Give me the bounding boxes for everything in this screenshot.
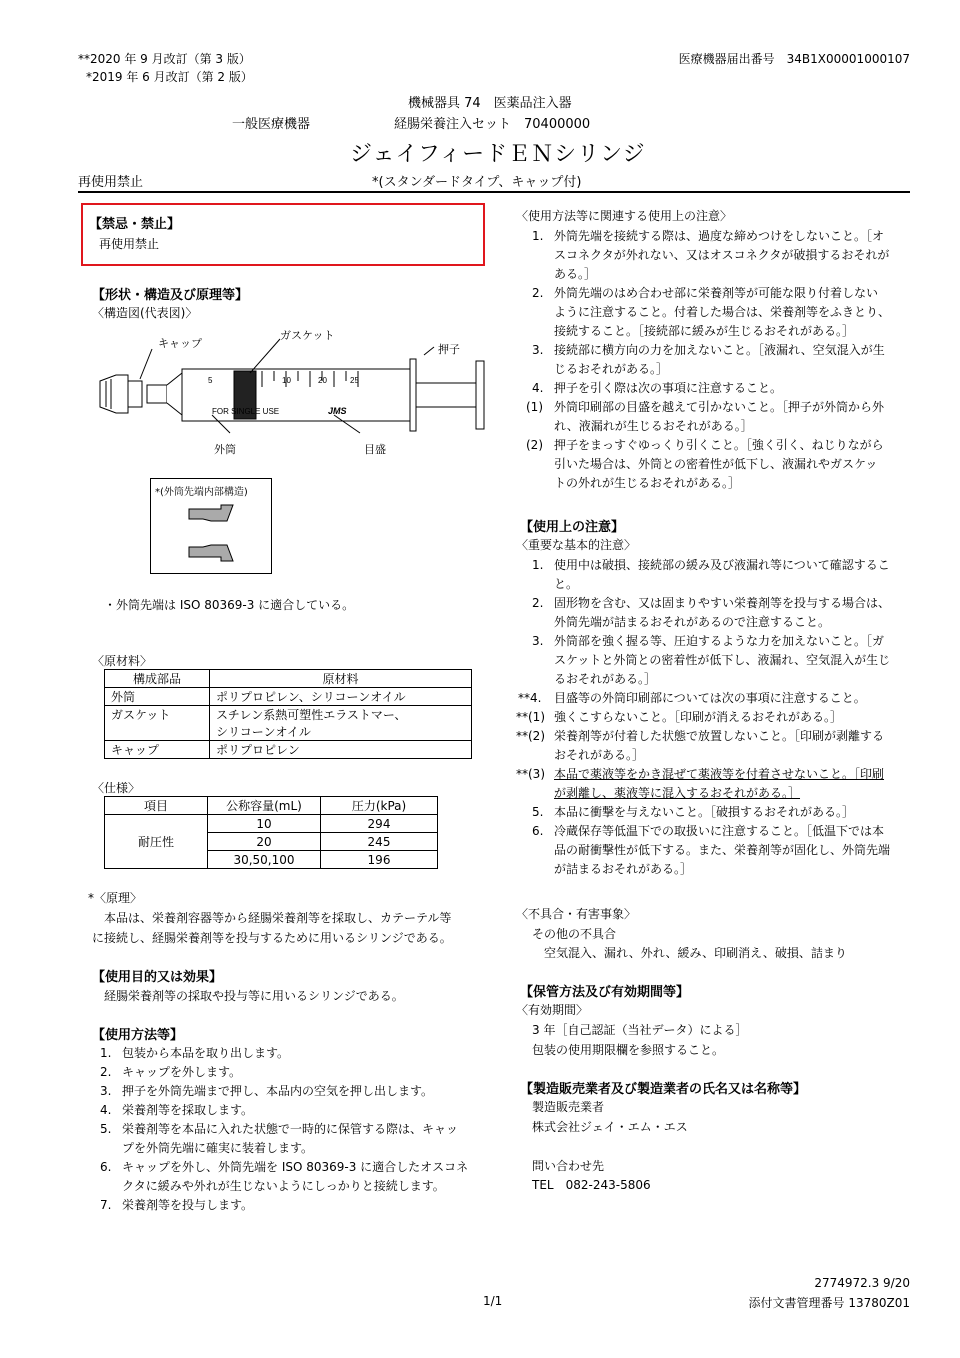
principle-title: *〈原理〉 (88, 891, 143, 905)
list-item: 4. 押子を引く際は次の事項に注意すること。 (532, 381, 783, 395)
storage-subtitle: 〈有効期間〉 (516, 1003, 589, 1017)
spec-item: 耐圧性 (105, 815, 208, 869)
graduation-label: 目盛 (364, 444, 386, 456)
reuse-prohibited: 再使用禁止 (78, 175, 144, 190)
materials-title: 〈原材料〉 (92, 654, 153, 668)
material-part: ガスケット (105, 706, 210, 741)
inner-structure-title: *(外筒先端内部構造) (155, 487, 248, 498)
spec-pressure: 294 (321, 815, 438, 833)
purpose-text: 経腸栄養剤等の採取や投与等に用いるシリンジである。 (104, 989, 404, 1003)
header-divider (78, 191, 910, 193)
syringe-diagram (92, 325, 492, 465)
list-item: **(1) 強くこすらないこと。［印刷が消えるおそれがある。］ (516, 710, 843, 724)
spec-pressure: 196 (321, 851, 438, 869)
storage-line1: 3 年［自己認証（当社データ）による］ (532, 1023, 748, 1037)
svg-text:25: 25 (350, 376, 359, 385)
list-item: **(2) 栄養剤等が付着した状態で放置しないこと。［印刷が剥離する おそれがある。］ (516, 729, 885, 762)
gasket-label: ガスケット (280, 330, 335, 342)
spec-table (104, 796, 438, 869)
manufacturer-role: 製造販売業者 (532, 1100, 605, 1114)
svg-text:20: 20 (318, 376, 327, 385)
cap-label: キャップ (158, 338, 202, 350)
material-part: キャップ (105, 741, 210, 759)
materials-header-material: 原材料 (210, 670, 472, 688)
list-item: 1. 包装から本品を取り出します。 (100, 1046, 290, 1060)
list-item: (2) 押子をまっすぐゆっくり引くこと。［強く引く、ねじりながら 引いた場合は、外筒との密着性が低下し、液漏れやガスケッ トの外れが生じるおそれがある。］ (526, 438, 884, 490)
adverse-title: 〈不具合・有害事象〉 (516, 907, 637, 921)
list-item: 5. 本品に衝撃を与えないこと。［破損するおそれがある。］ (532, 805, 855, 819)
contact-tel: TEL 082-243-5806 (532, 1178, 651, 1192)
doc-number: 添付文書管理番号 13780Z01 (748, 1296, 910, 1310)
contact-label: 問い合わせ先 (532, 1159, 605, 1173)
list-item: **4. 目盛等の外筒印刷部については次の事項に注意すること。 (518, 691, 866, 705)
purpose-title: 【使用目的又は効果】 (92, 970, 223, 985)
list-item: 2. 外筒先端のはめ合わせ部に栄養剤等が可能な限り付着しない ように注意すること。付着した場合は、栄養剤等をふきとり、 接続すること。［接続部に緩みが生じるおそれがある。］ (532, 286, 891, 338)
materials-header-part: 構成部品 (105, 670, 210, 688)
table-row (105, 815, 438, 833)
principle-line2: に接続し、経腸栄養剤等を投与するために用いるシリンジである。 (92, 931, 452, 945)
revision-3: **2020 年 9 月改訂（第 3 版） (78, 52, 251, 66)
list-item: 7. 栄養剤等を投与します。 (100, 1198, 254, 1212)
page-number: 1/1 (483, 1294, 503, 1308)
list-item: 2. 固形物を含む、又は固まりやすい栄養剤等を投与する場合は、 外筒先端が詰まるおそれがあるので注意すること。 (532, 596, 891, 629)
spec-header-volume: 公称容量(mL) (208, 797, 321, 815)
plunger-label: 押子 (438, 344, 460, 356)
list-item: 4. 栄養剤等を採取します。 (100, 1103, 254, 1117)
product-name: ジェイフィードＥＮシリンジ (350, 142, 646, 167)
footer-code: 2774972.3 9/20 (814, 1276, 910, 1290)
print-label: FOR SINGLE USE (212, 407, 280, 416)
principle-line1: 本品は、栄養剤容器等から経腸栄養剤等を採取し、カテーテル等 (104, 911, 452, 925)
materials-header-row (105, 670, 472, 688)
usage-list (100, 1044, 485, 1215)
list-item: 3. 押子を外筒先端まで押し、本品内の空気を押し出します。 (100, 1084, 434, 1098)
spec-title: 〈仕様〉 (92, 781, 141, 795)
list-item: 3. 接続部に横方向の力を加えないこと。［液漏れ、空気混入が生 じるおそれがある。］ (532, 343, 885, 376)
material-value: スチレン系熱可塑性エラストマー、 (216, 708, 407, 722)
svg-text:10: 10 (282, 376, 291, 385)
table-row (105, 741, 472, 759)
spec-volume: 10 (208, 815, 321, 833)
table-row (105, 688, 472, 706)
spec-header-row (105, 797, 438, 815)
revision-2: *2019 年 6 月改訂（第 2 版） (86, 70, 253, 84)
usage-notes-title: 〈使用方法等に関連する使用上の注意〉 (516, 209, 733, 223)
barrel-tip-section-diagram (181, 503, 241, 567)
list-item: 3. 外筒部を強く握る等、圧迫するような力を加えないこと。［ガ スケットと外筒との密着性が低下し、液漏れ、空気混入が生じ るおそれがある。］ (532, 634, 891, 686)
material-value-line2: シリコーンオイル (216, 725, 311, 739)
contraindication-box (81, 203, 485, 266)
materials-table (104, 669, 472, 759)
list-item: 2. キャップを外します。 (100, 1065, 242, 1079)
svg-text:5: 5 (208, 376, 213, 385)
registration-number: 医療機器届出番号 34B1X00001000107 (678, 52, 910, 66)
product-subtitle: *(スタンダードタイプ、キャップ付) (372, 175, 582, 190)
precautions-subtitle: 〈重要な基本的注意〉 (516, 538, 637, 552)
structure-title: 【形状・構造及び原理等】 (92, 288, 249, 303)
generic-name: 経腸栄養注入セット 70400000 (394, 117, 591, 132)
contraindication-title: 【禁忌・禁止】 (89, 217, 181, 232)
material-value: ポリプロピレン (210, 741, 472, 759)
iso-note: ・外筒先端は ISO 80369-3 に適合している。 (104, 598, 355, 612)
adverse-sub: その他の不具合 (532, 927, 617, 941)
spec-header-pressure: 圧力(kPa) (321, 797, 438, 815)
manufacturer-company: 株式会社ジェイ・エム・エス (532, 1120, 688, 1134)
spec-pressure: 245 (321, 833, 438, 851)
spec-volume: 30,50,100 (208, 851, 321, 869)
contraindication-text: 再使用禁止 (99, 237, 160, 251)
barrel-label: 外筒 (214, 444, 236, 456)
precautions-title: 【使用上の注意】 (520, 520, 625, 535)
usage-title: 【使用方法等】 (92, 1028, 184, 1043)
structure-subtitle: 〈構造図(代表図)〉 (92, 306, 198, 320)
spec-volume: 20 (208, 833, 321, 851)
list-item: 6. キャップを外し、外筒先端を ISO 80369-3 に適合したオスコネ クタに緩みや外れが生じないようにしっかりと接続します。 (100, 1160, 469, 1193)
svg-text:JMS: JMS (328, 406, 347, 416)
list-item: (1) 外筒印刷部の目盛を越えて引かないこと。［押子が外筒から外 れ、液漏れが生じるおそれがある。］ (526, 400, 885, 433)
usage-notes-list (526, 227, 914, 493)
storage-line2: 包装の使用期限欄を参照すること。 (532, 1043, 725, 1057)
material-value: ポリプロピレン、シリコーンオイル (210, 688, 472, 706)
inner-structure-box (150, 478, 272, 574)
manufacturer-title: 【製造販売業者及び製造業者の氏名又は名称等】 (520, 1082, 807, 1097)
category: 機械器具 74 医薬品注入器 (408, 96, 572, 111)
list-item: **(3) 本品で薬液等をかき混ぜて薬液等を付着させないこと。［印刷 が剥離し、薬液等に混入するおそれがある。］ (516, 767, 885, 800)
list-item: 6. 冷蔵保存等低温下での取扱いに注意すること。［低温下では本 品の耐衝撃性が低下する。また、栄養剤等が固化し、外筒先端 が詰まるおそれがある。］ (532, 824, 891, 876)
list-item: 5. 栄養剤等を本品に入れた状態で一時的に保管する際は、キャッ プを外筒先端に確実に装着します。 (100, 1122, 459, 1155)
spec-header-item: 項目 (105, 797, 208, 815)
adverse-text: 空気混入、漏れ、外れ、緩み、印刷消え、破損、詰まり (544, 946, 847, 960)
list-item: 1. 使用中は破損、接続部の緩み及び液漏れ等について確認するこ と。 (532, 558, 890, 591)
precautions-list (516, 556, 914, 879)
storage-title: 【保管方法及び有効期間等】 (520, 985, 690, 1000)
list-item: 1. 外筒先端を接続する際は、過度な締めつけをしないこと。［オ スコネクタが外れない、又はオスコネクタが破損するおそれが ある。］ (532, 229, 890, 281)
table-row (105, 706, 472, 741)
classification: 一般医療機器 (232, 117, 311, 132)
material-part: 外筒 (105, 688, 210, 706)
